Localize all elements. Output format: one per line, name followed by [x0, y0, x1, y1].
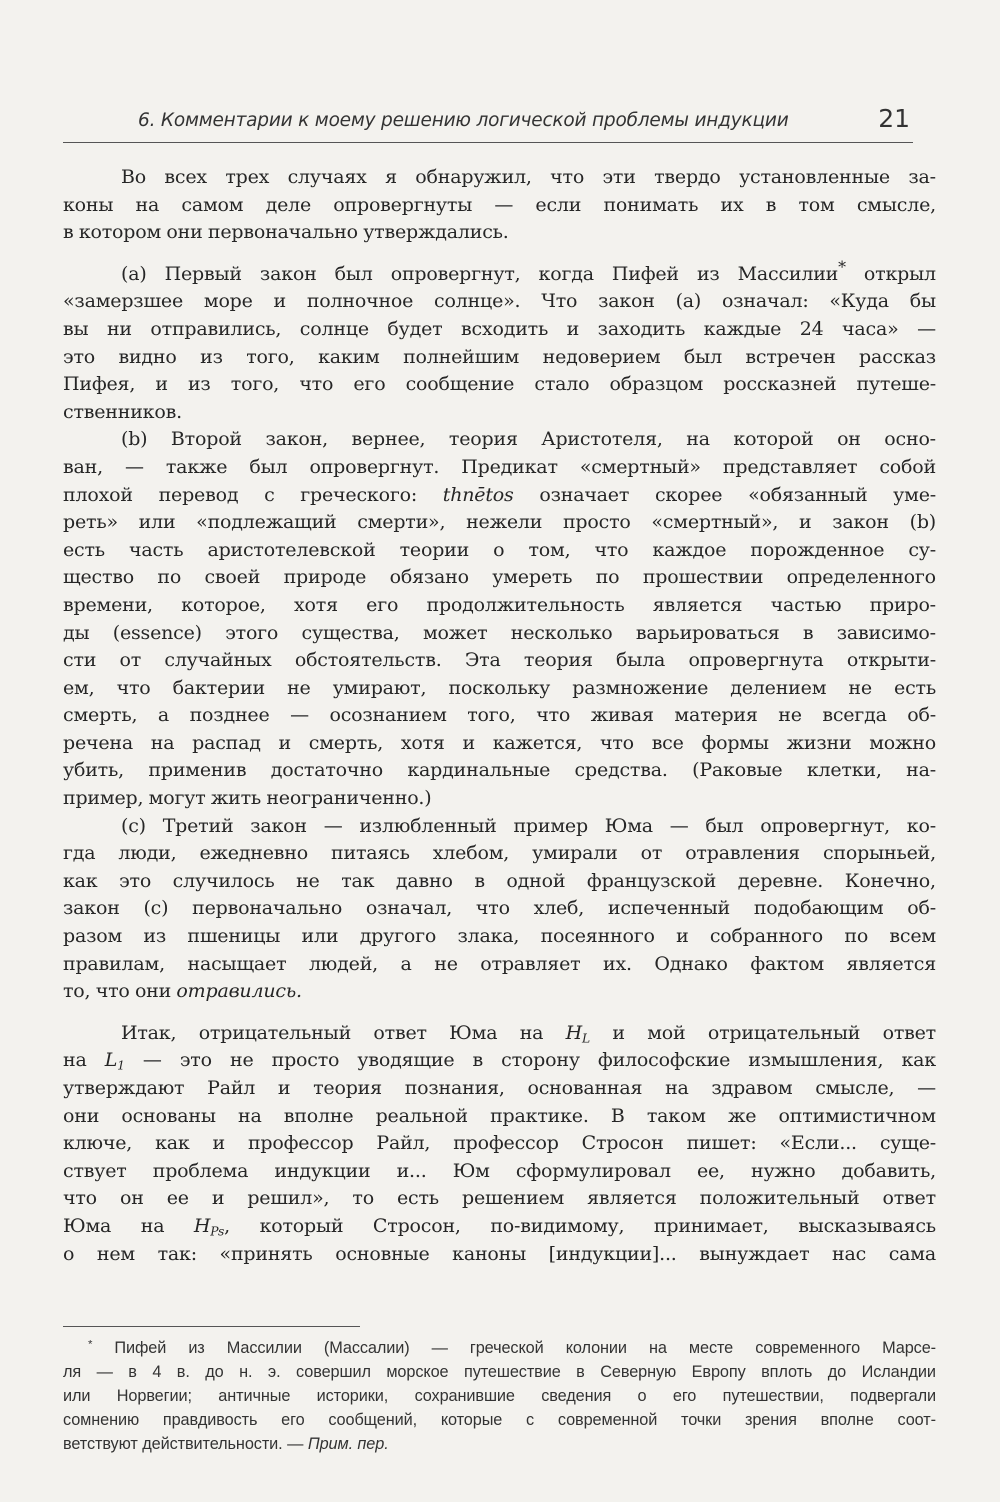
text-line: ды (essence) этого существа, может несколько варьироваться в зависимо- [63, 621, 936, 644]
text-line: есть часть аристотелевской теории о том, что каждое порожденное су- [63, 538, 936, 561]
footnote-marker: * [88, 1338, 93, 1351]
running-header-title: 6. Комментарии к моему решению логической проблемы индукции [138, 110, 789, 131]
text-line: на $L_1$ — это не просто уводящие в сторону философские измышления, как [63, 1049, 936, 1074]
text-line: ствует проблема индукции и... Юм сформулировал ее, нужно добавить, [63, 1159, 936, 1182]
text-line: они основаны на вполне реальной практике. В таком же оптимистичном [63, 1104, 936, 1127]
text-line: сомнению правдивость его сообщений, которые с современной точки зрения вполне соот- [63, 1411, 936, 1429]
text-line: убить, применив достаточно кардинальные средства. (Раковые клетки, на- [63, 759, 936, 782]
math-symbol: $H_{Ps}$ [193, 1214, 225, 1239]
body-text [63, 164, 936, 1268]
text-line: Юма на $H_{Ps}$, который Стросон, по-видимому, принимает, высказываясь [63, 1214, 936, 1239]
text-line: закон (с) первоначально означал, что хлеб, испеченный подобающим об- [63, 897, 936, 920]
text-line: времени, которое, хотя его продолжительность является частью приро- [63, 593, 936, 616]
text-line: или Норвегии; античные историки, сохранившие сведения о его путешествии, подвергали [63, 1387, 936, 1405]
text-line: Пифея, и из того, что его сообщение стало образцом россказней путеше- [63, 373, 936, 396]
text-line: это видно из того, каким полнейшим недоверием был встречен рассказ [63, 345, 936, 368]
text-line: утверждают Райл и теория познания, основанная на здравом смысле, — [63, 1077, 936, 1099]
text-line: разом из пшеницы или другого злака, посеянного и собранного по всем [63, 925, 936, 948]
math-symbol: $L_1$ [104, 1049, 125, 1074]
paragraph [63, 813, 936, 1006]
text-line: ственников. [63, 400, 182, 423]
text-line: в котором они первоначально утверждались. [63, 221, 509, 244]
text-line: щество по своей природе обязано умереть по прошествии определенного [63, 566, 936, 589]
paragraph [63, 426, 936, 812]
text-line: (b) Второй закон, вернее, теория Аристотеля, на которой он осно- [121, 428, 936, 451]
text-line: Итак, отрицательный ответ Юма на $H_L$ и мой отрицательный ответ [121, 1021, 936, 1046]
text-line: смерть, а позднее — осознанием того, что живая материя не всегда об- [63, 704, 936, 727]
header-rule [63, 142, 913, 143]
text-line: ем, что бактерии не умирают, поскольку размножение делением не есть [63, 676, 936, 699]
text-line: как это случилось не так давно в одной французской деревне. Конечно, [63, 869, 936, 892]
paragraph [63, 164, 936, 247]
running-header [138, 104, 910, 138]
text-line: * Пифей из Массилии (Массалии) — греческой колонии на месте современного Марсе- [88, 1338, 936, 1357]
text-line: ветствуют действительности. — Прим. пер. [63, 1435, 389, 1453]
italic-text: thnētos [442, 483, 514, 506]
text-line: коны на самом деле опровергнуты — если понимать их в том смысле, [63, 193, 936, 216]
paragraph [63, 1020, 936, 1268]
footnote [63, 1336, 936, 1456]
text-line: Во всех трех случаях я обнаружил, что эти твердо установленные за- [121, 166, 936, 188]
text-line: (а) Первый закон был опровергнут, когда Пифей из Массилии* открыл [121, 257, 936, 285]
italic-text: отравились. [176, 980, 302, 1003]
text-line: «замерзшее море и полночное солнце». Что закон (а) означал: «Куда бы [63, 290, 936, 313]
text-line: ля — в 4 в. до н. э. совершил морское путешествие в Северную Европу вплоть до Исландии [63, 1363, 936, 1381]
footnote-rule [63, 1326, 360, 1327]
text-line: вы ни отправились, солнце будет всходить и заходить каждые 24 часа» — [63, 317, 936, 340]
text-line: то, что они отравились. [63, 980, 302, 1003]
text-line: о нем так: «принять основные каноны [индукции]... вынуждает нас сама [63, 1242, 936, 1265]
text-line: плохой перевод с греческого: thnētos означает скорее «обязанный уме- [63, 483, 936, 506]
text-line: сти от случайных обстоятельств. Эта теория была опровергнута открыти- [63, 649, 936, 672]
page-number: 21 [878, 104, 910, 133]
math-symbol: $H_L$ [565, 1021, 591, 1046]
text-line: гда люди, ежедневно питаясь хлебом, умирали от отравления спорыньей, [63, 842, 936, 865]
italic-text: Прим. пер. [307, 1435, 389, 1453]
text-line: правилам, насыщает людей, а не отравляет их. Однако фактом является [63, 952, 936, 975]
text-line: реть» или «подлежащий смерти», нежели просто «смертный», и закон (b) [63, 511, 936, 534]
text-line: что он ее и решил», то есть решением является положительный ответ [63, 1187, 936, 1210]
text-line: пример, могут жить неограниченно.) [63, 787, 432, 810]
text-line: речена на распад и смерть, хотя и кажется, что все формы жизни можно [63, 731, 936, 754]
text-line: (с) Третий закон — излюбленный пример Юма — был опровергнут, ко- [121, 814, 936, 837]
footnote-marker: * [838, 257, 846, 277]
text-line: ключе, как и профессор Райл, профессор Стросон пишет: «Если... суще- [63, 1132, 936, 1155]
paragraph [63, 257, 936, 427]
text-line: ван, — также был опровергнут. Предикат «смертный» представляет собой [63, 455, 936, 478]
